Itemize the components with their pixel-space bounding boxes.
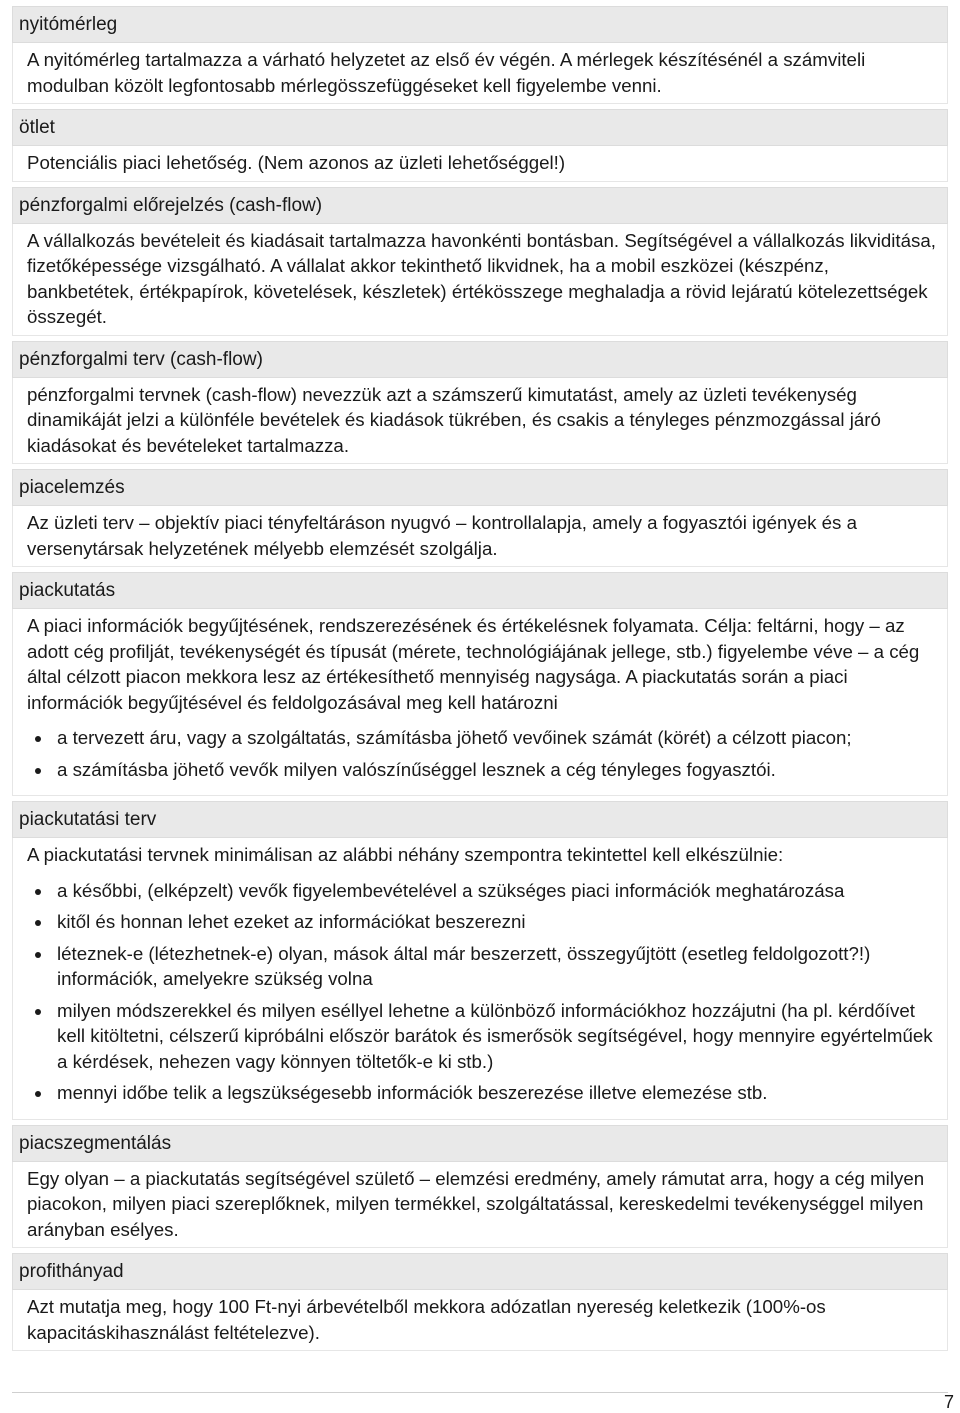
glossary-term: profithányad (12, 1253, 948, 1290)
bullet-item: léteznek-e (létezhetnek-e) olyan, mások által már beszerzett, összegyűjtött (esetleg feldolgozott?!) információk, amelyekre szükség volna (57, 941, 941, 992)
page-number: 7 (943, 1392, 954, 1412)
footer-divider (12, 1392, 948, 1393)
glossary-term: pénzforgalmi terv (cash-flow) (12, 341, 948, 378)
definition-text: A piaci információk begyűjtésének, rendszerezésének és értékelésnek folyamata. Célja: feltárni, hogy – az adott cég profilját, tevékenységét és típusát (mérete, technológiájának jellege, stb.) figyelembe véve – a cég által célzott piacon mekkora lesz az értékesíthető mennyiség nagysága. A piackutatás során a piaci információk begyűjtésével és feldolgozásával meg kell határozni (27, 615, 920, 713)
glossary-entry (12, 801, 948, 1120)
bullet-item: a számításba jöhető vevők milyen valószínűséggel lesznek a cég tényleges fogyasztói. (57, 757, 941, 783)
bullet-item: a tervezett áru, vagy a szolgáltatás, számításba jöhető vevőinek számát (körét) a célzott piacon; (57, 725, 941, 751)
glossary-definition (12, 1290, 948, 1351)
definition-text: Az üzleti terv – objektív piaci tényfeltáráson nyugvó – kontrollalapja, amely a fogyasztói igények és a versenytársak helyzetének mélyebb elemzését szolgálja. (27, 512, 857, 559)
glossary-entry (12, 1253, 948, 1351)
bullet-list (27, 725, 941, 782)
glossary-entry (12, 109, 948, 182)
glossary-entry (12, 469, 948, 567)
bullet-list (27, 878, 941, 1106)
bullet-item: milyen módszerekkel és milyen eséllyel lehetne a különböző információkhoz hozzájutni (ha pl. kérdőívet kell kitöltetni, célszerű kipróbálni először barátok és ismerősök segítségével, hogy mennyire egyértelműek a kérdések, nehezen vagy könnyen töltetők-e ki stb.) (57, 998, 941, 1075)
glossary-entry (12, 187, 948, 336)
bullet-item: kitől és honnan lehet ezeket az információkat beszerezni (57, 909, 941, 935)
glossary-definition (12, 506, 948, 567)
glossary (12, 6, 948, 1356)
glossary-definition (12, 224, 948, 336)
glossary-term: nyitómérleg (12, 6, 948, 43)
glossary-term: piacelemzés (12, 469, 948, 506)
bullet-item: a későbbi, (elképzelt) vevők figyelembevételével a szükséges piaci információk meghatározása (57, 878, 941, 904)
glossary-definition (12, 146, 948, 182)
definition-text: Potenciális piaci lehetőség. (Nem azonos az üzleti lehetőséggel!) (27, 152, 566, 173)
definition-text: A vállalkozás bevételeit és kiadásait tartalmazza havonkénti bontásban. Segítségével a vállalkozás likviditása, fizetőképessége vizsgálható. A vállalat akkor tekinthető likvidnek, ha a mobil eszközei (készpénz, bankbetétek, értékpapírok, követelések, készletek) értékösszege meghaladja a rövid lejáratú kötelezettségek összegét. (27, 229, 936, 327)
glossary-definition (12, 609, 948, 796)
glossary-term: piacszegmentálás (12, 1125, 948, 1162)
definition-text: pénzforgalmi tervnek (cash-flow) nevezzük azt a számszerű kimutatást, amely az üzleti tevékenység dinamikáját jelzi a különféle bevételek és kiadások tükrében, és csakis a tényleges pénzmozgással járó kiadásokat és bevételeket tartalmazza. (27, 383, 881, 456)
glossary-definition (12, 838, 948, 1120)
bullet-item: mennyi időbe telik a legszükségesebb információk beszerezése illetve elemezése stb. (57, 1080, 941, 1106)
definition-text: Azt mutatja meg, hogy 100 Ft-nyi árbevételből mekkora adózatlan nyereség keletkezik (100%-os kapacitáskihasználást feltételezve). (27, 1296, 826, 1343)
glossary-definition (12, 378, 948, 465)
glossary-entry (12, 1125, 948, 1249)
glossary-term: piackutatási terv (12, 801, 948, 838)
glossary-definition (12, 43, 948, 104)
glossary-entry (12, 572, 948, 796)
glossary-term: pénzforgalmi előrejelzés (cash-flow) (12, 187, 948, 224)
glossary-definition (12, 1162, 948, 1249)
glossary-term: ötlet (12, 109, 948, 146)
definition-text: Egy olyan – a piackutatás segítségével születő – elemzési eredmény, amely rámutat arra, hogy a cég milyen piacokon, milyen piaci szereplőknek, milyen termékkel, szolgáltatással, kereskedelmi tevékenységgel milyen arányban esélyes. (27, 1167, 925, 1240)
glossary-entry (12, 341, 948, 465)
glossary-term: piackutatás (12, 572, 948, 609)
glossary-entry (12, 6, 948, 104)
definition-text: A nyitómérleg tartalmazza a várható helyzetet az első év végén. A mérlegek készítésénél a számviteli modulban közölt legfontosabb mérlegösszefüggéseket kell figyelembe venni. (27, 49, 866, 96)
definition-text: A piackutatási tervnek minimálisan az alábbi néhány szempontra tekintettel kell elkészülnie: (27, 844, 784, 865)
